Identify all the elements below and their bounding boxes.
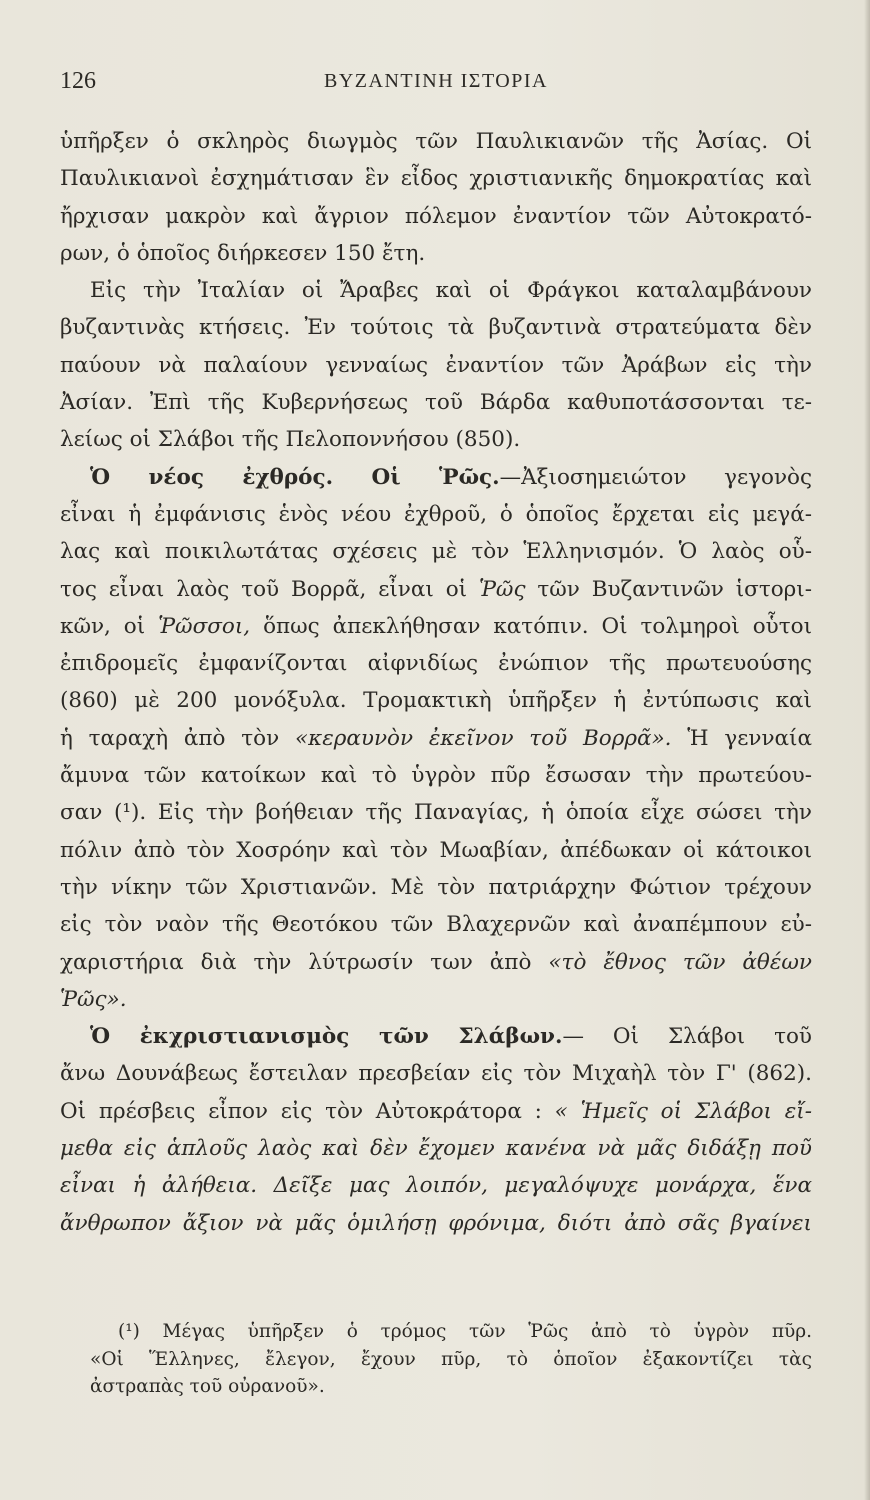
footnote-line: «Οἱ Ἕλληνες, ἔλεγον, ἔχουν πῦρ, τὸ ὁποῖον ἐξακοντίζει τὰς — [90, 1348, 812, 1370]
italic-quote: « Ἡμεῖς οἱ Σλάβοι εἴ- — [554, 1098, 813, 1124]
text-span: τῶν Βυζαντινῶν ἱστορι- — [525, 576, 812, 602]
text-span: ἡ ταραχὴ ἀπὸ τὸν — [60, 725, 295, 751]
text-span: χαριστήρια διὰ τὴν λύτρωσίν των ἀπὸ — [60, 949, 549, 975]
text-line: λείως οἱ Σλάβοι τῆς Πελοποννήσου (850). — [60, 427, 521, 453]
text-span: ὅπως ἀπεκλήθησαν κατόπιν. Οἱ τολμηροὶ οὗτοι — [250, 613, 812, 639]
section-heading-line — [60, 1018, 812, 1055]
italic-term: Ῥῶσσοι, — [158, 613, 251, 639]
text-span: —Ἀξιοσημειώτον γεγονὸς — [499, 464, 813, 490]
text-line: (860) μὲ 200 μονόξυλα. Τρομακτικὴ ὑπῆρξεν ἡ ἐντύπωσις καὶ — [60, 688, 812, 714]
footnote-line: (¹) Μέγας ὑπῆρξεν ὁ τρόμος τῶν Ῥῶς ἀπὸ τὸ ὑγρὸν πῦρ. — [118, 1321, 812, 1342]
text-line: ἄνθρωπον ἄξιον νὰ μᾶς ὁμιλήσῃ φρόνιμα, διότι ἀπὸ σᾶς βγαίνει — [60, 1210, 812, 1236]
text-span: τος εἶναι λαὸς τοῦ Βορρᾶ, εἶναι οἱ — [60, 576, 479, 602]
main-text — [60, 123, 812, 1242]
text-span: Οἱ πρέσβεις εἶπον εἰς τὸν Αὐτοκράτορα : — [60, 1098, 555, 1124]
footnotes — [90, 1318, 812, 1401]
text-line: σαν (¹). Εἰς τὴν βοήθειαν τῆς Παναγίας, ἡ ὁποία εἶχε σώσει τὴν — [60, 800, 812, 826]
text-line: ἐπιδρομεῖς ἐμφανίζονται αἰφνιδίως ἐνώπιον τῆς πρωτευούσης — [60, 651, 812, 677]
italic-quote: «κεραυνὸν ἐκεῖνον τοῦ Βορρᾶ». — [294, 725, 672, 751]
text-line — [60, 981, 812, 1018]
text-line: πόλιν ἀπὸ τὸν Χοσρόην καὶ τὸν Μωαβίαν, ἀπέδωκαν οἱ κάτοικοι — [60, 837, 812, 863]
text-line: Ἀσίαν. Ἐπὶ τῆς Κυβερνήσεως τοῦ Βάρδα καθυποτάσσονται τε- — [60, 390, 812, 416]
text-line: εἶναι ἡ ἀλήθεια. Δεῖξε μας λοιπόν, μεγαλόψυχε μονάρχα, ἕνα — [60, 1173, 812, 1199]
text-line: παύουν νὰ παλαίουν γενναίως ἐναντίον τῶν Ἀράβων εἰς τὴν — [60, 352, 812, 378]
running-title: ΒΥΖΑΝΤΙΝΗ ΙΣΤΟΡΙΑ — [324, 70, 548, 92]
italic-quote: «τὸ ἔθνος τῶν ἀθέων — [548, 949, 812, 975]
text-line — [60, 608, 812, 645]
text-line: ἄμυνα τῶν κατοίκων καὶ τὸ ὑγρὸν πῦρ ἔσωσαν τὴν πρωτεύου- — [60, 763, 812, 789]
text-line: Εἰς τὴν Ἰταλίαν οἱ Ἄραβες καὶ οἱ Φράγκοι καταλαμβάνουν — [90, 278, 812, 304]
text-line — [60, 571, 812, 608]
text-line — [60, 720, 812, 757]
text-span: — Οἱ Σλάβοι τοῦ — [562, 1024, 813, 1050]
text-line: μεθα εἰς ἁπλοῦς λαὸς καὶ δὲν ἔχομεν κανένα νὰ μᾶς διδάξῃ ποῦ — [60, 1136, 812, 1162]
page-header — [60, 68, 812, 102]
text-line — [60, 944, 812, 981]
text-span: κῶν, οἱ — [60, 613, 159, 639]
page-number: 126 — [60, 68, 96, 94]
italic-term: Ῥῶς — [478, 576, 526, 602]
text-line: εἶναι ἡ ἐμφάνισις ἑνὸς νέου ἐχθροῦ, ὁ ὁποῖος ἔρχεται εἰς μεγά- — [60, 501, 812, 527]
text-line: βυζαντινὰς κτήσεις. Ἐν τούτοις τὰ βυζαντινὰ στρατεύματα δὲν — [60, 315, 812, 341]
text-line: Παυλικιανοὶ ἐσχημάτισαν ἓν εἶδος χριστιανικῆς δημοκρατίας καὶ — [60, 166, 812, 192]
italic-quote: Ῥῶς». — [60, 986, 127, 1012]
text-line: τὴν νίκην τῶν Χριστιανῶν. Μὲ τὸν πατριάρχην Φώτιον τρέχουν — [60, 874, 812, 900]
section-heading-slavs: Ὁ ἐκχριστιανισμὸς τῶν Σλάβων. — [90, 1024, 563, 1050]
section-heading-line — [60, 459, 812, 496]
text-line: ἤρχισαν μακρὸν καὶ ἄγριον πόλεμον ἐναντίον τῶν Αὐτοκρατό- — [60, 203, 812, 229]
text-span: Ἡ γενναία — [671, 725, 813, 751]
footnote-line: ἀστραπὰς τοῦ οὐρανοῦ». — [90, 1376, 325, 1397]
text-line: ρων, ὁ ὁποῖος διήρκεσεν 150 ἔτη. — [60, 240, 426, 266]
text-line: λας καὶ ποικιλωτάτας σχέσεις μὲ τὸν Ἑλληνισμόν. Ὁ λαὸς οὗ- — [60, 539, 812, 565]
section-heading-rus: Ὁ νέος ἐχθρός. Οἱ Ῥῶς. — [90, 464, 500, 490]
text-line — [60, 1093, 812, 1130]
text-line: εἰς τὸν ναὸν τῆς Θεοτόκου τῶν Βλαχερνῶν καὶ ἀναπέμπουν εὐ- — [60, 912, 812, 938]
text-line: ἄνω Δουνάβεως ἔστειλαν πρεσβείαν εἰς τὸν Μιχαὴλ τὸν Γ' (862). — [60, 1061, 812, 1087]
text-line: ὑπῆρξεν ὁ σκληρὸς διωγμὸς τῶν Παυλικιανῶν τῆς Ἀσίας. Οἱ — [60, 129, 812, 154]
page-edge-shadow — [864, 0, 870, 1500]
